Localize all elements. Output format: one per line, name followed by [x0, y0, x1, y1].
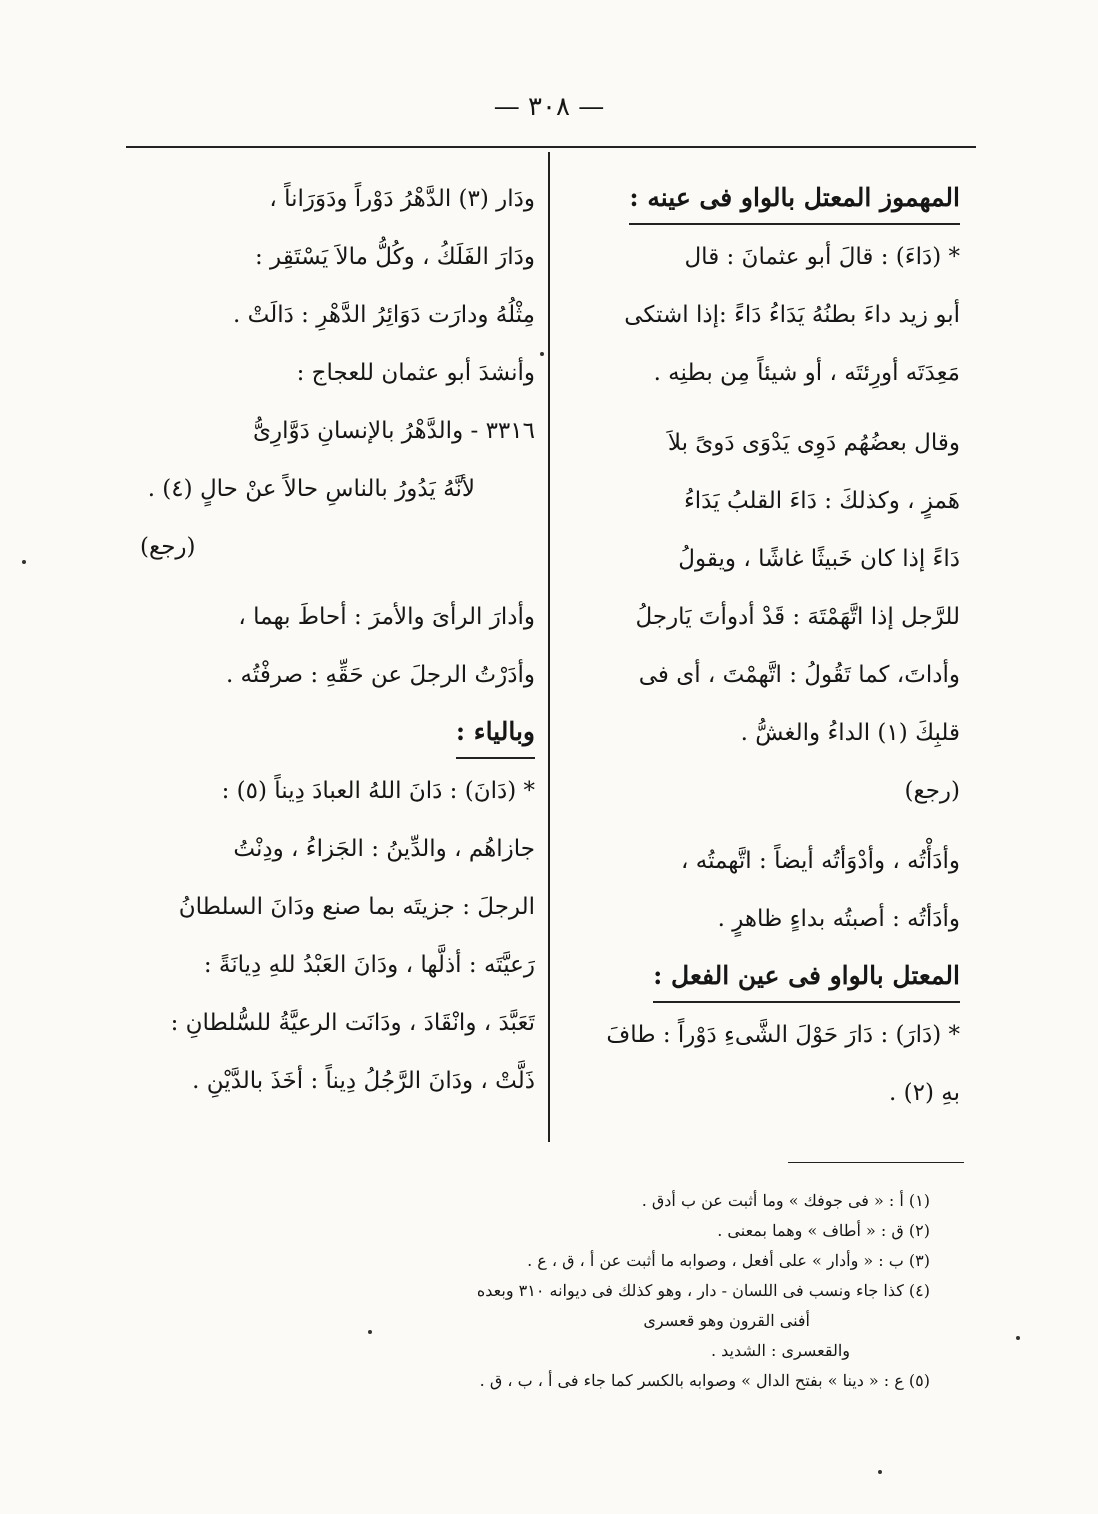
rajaa-marker: (رجع) [904, 778, 960, 804]
rajaa-marker: (رجع) [140, 534, 196, 560]
text-line: ذَلَّتْ ، ودَانَ الرَّجُلُ دِيناً : أخَذَ بالدَّيْنِ . [192, 1068, 535, 1094]
footnote-rule [788, 1162, 964, 1163]
text-line: * (دَاءَ) : قالَ أبو عثمانَ : قال [684, 244, 960, 270]
left-column [140, 170, 535, 1110]
text-line: وأنشدَ أبو عثمان للعجاج : [296, 360, 535, 386]
text-line: بهِ (٢) . [889, 1080, 960, 1106]
verse-line: لأنَّهُ يَدُورُ بالناسِ حالاً عنْ حالٍ (٤) . [147, 476, 475, 502]
text-line: وقال بعضُهُم دَوِى يَدْوَى دَوىً بلاَ [667, 430, 960, 456]
text-line: جازاهُم ، والدِّينُ : الجَزاءُ ، ودِنْتُ [233, 836, 535, 862]
section-heading-ya: وبالياء : [456, 709, 535, 759]
footnote: (٥) ع : « دينا » بفتح الدال » وصوابه بالكسر كما جاء فى أ ، ب ، ق . [479, 1371, 930, 1390]
text-line: ودَارَ الفَلَكُ ، وكُلُّ مالاَ يَسْتَقِر : [254, 244, 535, 270]
text-line: مِثْلُهُ ودارَت دَوَائِرُ الدَّهْرِ : دَالَتْ . [233, 302, 535, 328]
text-line: أبو زيد داءَ بطنُهُ يَدَاءُ دَاءً :إذا اشتكى [624, 302, 960, 328]
text-line: تَعَبَّدَ ، وانْقَادَ ، ودَانَت الرعيَّةُ للسُّلطانِ : [170, 1010, 535, 1036]
text-line: وأدَرْتُ الرجلَ عن حَقِّهِ : صرفْتُه . [225, 662, 535, 688]
footnote-continuation: والقعسرى : الشديد . [710, 1341, 850, 1360]
column-divider [548, 152, 550, 1142]
section-heading-hamz: المهموز المعتل بالواو فى عينه : [629, 175, 960, 225]
footnotes [360, 1186, 930, 1396]
text-line: رَعيَّتَه : أذلَّها ، ودَانَ العَبْدُ للهِ دِيانَةً : [203, 952, 535, 978]
footnote: (٤) كذا جاء ونسب فى اللسان - دار ، وهو كذلك فى ديوانه ٣١٠ وبعده [476, 1281, 930, 1300]
scan-speck [1016, 1336, 1020, 1340]
text-line: هَمزٍ ، وكذلكَ : دَاءَ القلبُ يَدَاءُ [683, 488, 960, 514]
text-line: وأدارَ الرأىَ والأمرَ : أحاطَ بهما ، [238, 604, 535, 630]
text-line: وأدَأْتُه ، وأدْوَأتُه أيضاً : اتَّهمتُه ، [681, 848, 960, 874]
footnote: (٢) ق : « أطاف » وهما بمعنى . [717, 1221, 930, 1240]
page-number: — ٣٠٨ — [493, 92, 605, 122]
header-rule [126, 146, 976, 148]
text-line: قلبِكَ (١) الداءُ والغشُّ . [740, 720, 960, 746]
scan-speck [368, 1330, 372, 1334]
text-line: ودَار (٣) الدَّهْرُ دَوْراً ودَوَرَاناً ، [269, 186, 535, 212]
footnote-verse: أفنى القرون وهو قعسرى [643, 1311, 810, 1330]
text-line: وأداتَ، كما تَقُولُ : اتَّهمْتَ ، أى فى [638, 662, 960, 688]
text-line: * (دَانَ) : دَانَ اللهُ العبادَ دِيناً (٥) : [221, 778, 535, 804]
text-line: مَعِدَتَه أورِئتَه ، أو شيئاً مِن بطنِه . [653, 360, 960, 386]
verse-line: ٣٣١٦ - والدَّهْرُ بالإنسانِ دَوَّارِىُّ [252, 418, 535, 444]
scan-speck [540, 352, 544, 356]
footnote: (٣) ب : « وأدار » على أفعل ، وصوابه ما أثبت عن أ ، ق ، ع . [527, 1251, 930, 1270]
text-line: الرجلَ : جزيتَه بما صنع ودَانَ السلطانُ [178, 894, 535, 920]
scan-speck [22, 560, 26, 564]
text-line: * (دَارَ) : دَارَ حَوْلَ الشَّىءِ دَوْراً : طافَ [606, 1022, 960, 1048]
scan-speck [878, 1470, 882, 1474]
right-column [570, 170, 960, 1122]
text-line: للرَّجل إذا اتَّهَمْتَهَ : قَدْ أدوأتَ يَارجلُ [635, 604, 960, 630]
text-line: وأدَأتُه : أصبتُه بداءٍ ظاهرٍ . [717, 906, 960, 932]
section-heading-ajwaf: المعتل بالواو فى عين الفعل : [653, 953, 960, 1003]
text-line: دَاءً إذا كان خَبيثًا غاشًا ، ويقولُ [678, 546, 960, 572]
footnote: (١) أ : « فى جوفك » وما أثبت عن ب أدق . [641, 1191, 930, 1210]
